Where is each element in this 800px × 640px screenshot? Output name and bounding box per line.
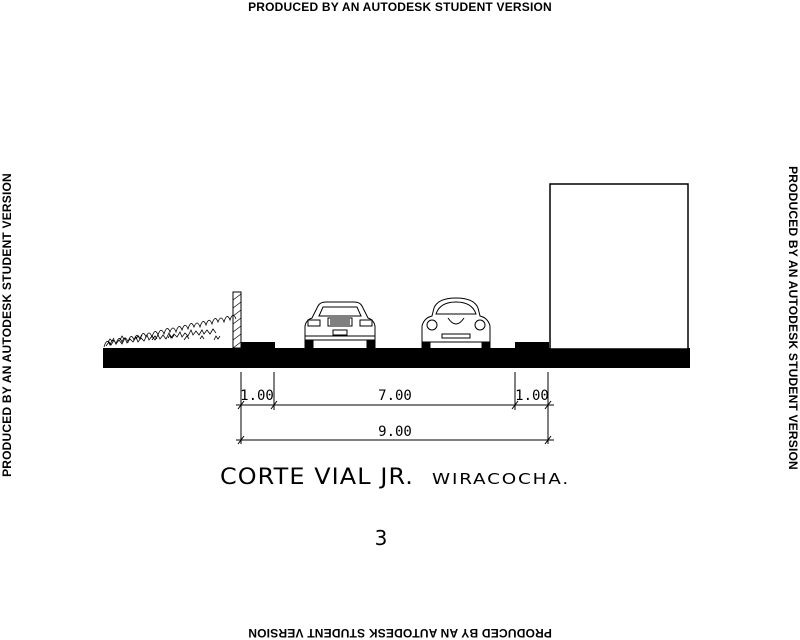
watermark-bottom: PRODUCED BY AN AUTODESK STUDENT VERSION xyxy=(248,626,552,640)
vegetation-hatch xyxy=(104,315,236,347)
dim-right-sidewalk: 1.00 xyxy=(515,388,549,404)
section-title: CORTE VIAL JR. xyxy=(220,465,414,490)
building-outline xyxy=(550,184,688,349)
section-street-name: WIRACOCHA. xyxy=(432,470,570,488)
left-curb xyxy=(241,342,275,350)
dim-left-sidewalk: 1.00 xyxy=(240,388,274,404)
dim-total: 9.00 xyxy=(378,424,412,440)
watermark-right: PRODUCED BY AN AUTODESK STUDENT VERSION xyxy=(786,166,800,470)
watermark-left: PRODUCED BY AN AUTODESK STUDENT VERSION xyxy=(0,173,14,477)
sheet-number: 3 xyxy=(374,526,388,550)
car-beetle-icon xyxy=(422,298,490,348)
dim-roadway: 7.00 xyxy=(378,388,412,404)
right-curb xyxy=(515,342,549,350)
car-sedan-icon xyxy=(305,302,375,348)
road-base-slab xyxy=(103,348,690,368)
watermark-top: PRODUCED BY AN AUTODESK STUDENT VERSION xyxy=(248,0,552,14)
fence-post xyxy=(233,292,241,348)
